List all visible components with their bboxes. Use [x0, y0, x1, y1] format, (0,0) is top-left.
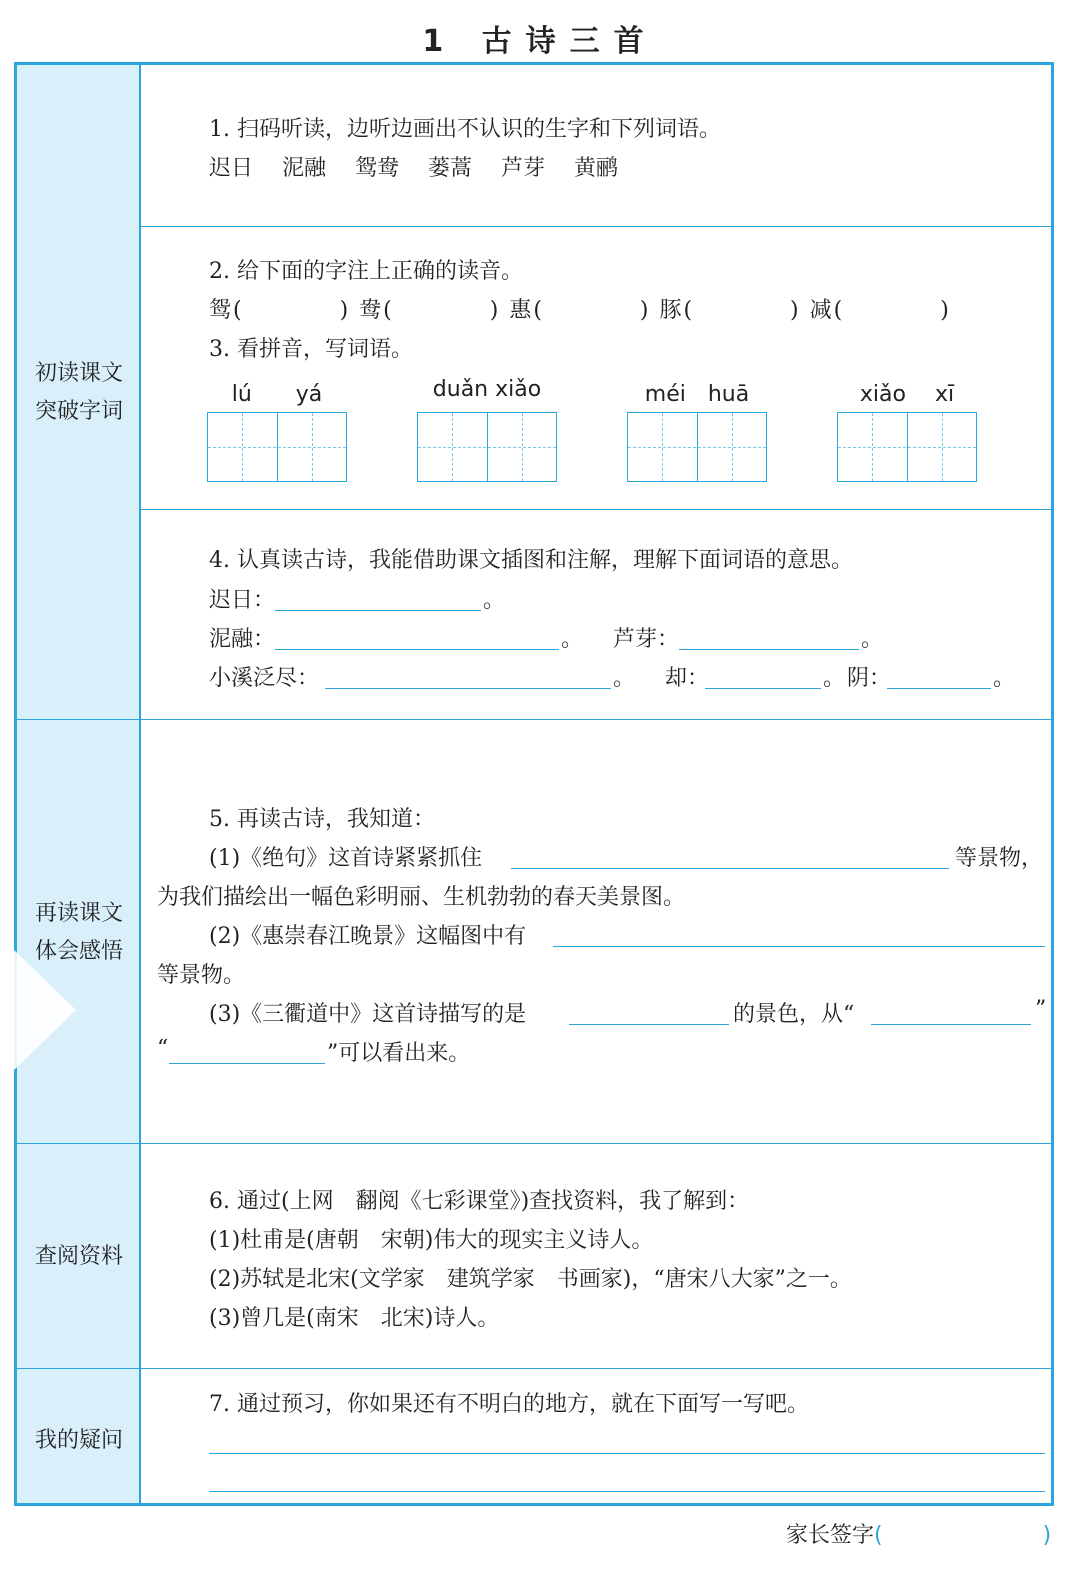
term-nirong: 泥融： [209, 627, 276, 652]
term-que: 却： [665, 666, 710, 691]
q6-item-3: (3)曾几是(南宋 北宋)诗人。 [209, 1306, 500, 1331]
answer-blank[interactable] [511, 868, 949, 869]
period: 。 [561, 627, 584, 652]
sidebar [17, 65, 141, 1503]
decorative-arrow-shape [14, 950, 76, 1070]
worksheet-frame [14, 62, 1054, 1506]
q5-item-3c: ” [1035, 997, 1047, 1022]
writing-grid[interactable] [627, 412, 767, 482]
answer-blank[interactable] [871, 1024, 1031, 1025]
question-2-line: 鸳( ) 鸯( ) 惠( ) 豚( ) 减( ) [209, 298, 951, 323]
answer-blank[interactable] [887, 688, 991, 689]
q6-item-2: (2)苏轼是北宋(文学家 建筑学家 书画家)，“唐宋八大家”之一。 [209, 1267, 852, 1292]
period: 。 [993, 666, 1016, 691]
section-label-second-reading: 再读课文 体会感悟 [34, 901, 123, 964]
writing-grid[interactable] [207, 412, 347, 482]
q5-item-2a: (2)《惠崇春江晚景》这幅图中有 [209, 924, 527, 949]
answer-blank[interactable] [705, 688, 821, 689]
pinyin-label: méi huā [644, 382, 750, 407]
signature-close-paren: ) [1042, 1523, 1052, 1548]
question-7-prompt: 7. 通过预习，你如果还有不明白的地方，就在下面写一写吧。 [209, 1392, 809, 1417]
q5-item-3b: 的景色，从“ [733, 1002, 855, 1027]
period: 。 [823, 666, 846, 691]
answer-blank[interactable] [169, 1063, 325, 1064]
q5-item-2b: 等景物。 [157, 963, 246, 988]
question-3-prompt: 3. 看拼音，写词语。 [209, 337, 413, 362]
q5-item-3a: (3)《三衢道中》这首诗描写的是 [209, 1002, 527, 1027]
writing-grid[interactable] [837, 412, 977, 482]
q5-item-3e: ”可以看出来。 [327, 1041, 471, 1066]
q5-item-3d: “ [157, 1036, 169, 1061]
divider [141, 509, 1054, 510]
answer-blank[interactable] [569, 1024, 729, 1025]
answer-blank[interactable] [275, 610, 481, 611]
question-4-prompt: 4. 认真读古诗，我能借助课文插图和注解，理解下面词语的意思。 [209, 548, 853, 573]
signature-open-paren: ( [874, 1523, 883, 1548]
page-title: 1 古诗三首 [422, 24, 658, 59]
section-label-questions: 我的疑问 [34, 1428, 123, 1453]
q6-item-1: (1)杜甫是(唐朝 宋朝)伟大的现实主义诗人。 [209, 1228, 654, 1253]
q5-item-1a: (1)《绝句》这首诗紧紧抓住 [209, 846, 483, 871]
period: 。 [483, 588, 506, 613]
answer-blank[interactable] [553, 946, 1045, 947]
writing-line[interactable] [209, 1453, 1045, 1454]
parent-signature-label: 家长签字 [786, 1523, 875, 1548]
pinyin-label: xiǎo xī [859, 382, 955, 407]
answer-blank[interactable] [325, 688, 611, 689]
section-label-first-reading: 初读课文 突破字词 [34, 361, 123, 424]
answer-blank[interactable] [679, 649, 859, 650]
term-xiaoxi: 小溪泛尽： [209, 666, 320, 691]
divider [17, 719, 1054, 720]
q5-item-1b: 等景物， [955, 846, 1044, 871]
question-2-prompt: 2. 给下面的字注上正确的读音。 [209, 259, 523, 284]
divider [141, 226, 1054, 227]
divider [17, 1368, 1054, 1369]
pinyin-label: lú yá [231, 382, 323, 407]
question-5-prompt: 5. 再读古诗，我知道： [209, 807, 435, 832]
period: 。 [861, 627, 884, 652]
term-chiri: 迟日： [209, 588, 276, 613]
divider [17, 1143, 1054, 1144]
writing-line[interactable] [209, 1491, 1045, 1492]
question-1-prompt: 1. 扫码听读，边听边画出不认识的生字和下列词语。 [209, 117, 721, 142]
question-6-prompt: 6. 通过(上网 翻阅《七彩课堂》)查找资料，我了解到： [209, 1189, 750, 1214]
pinyin-label: duǎn xiǎo [432, 377, 542, 402]
term-luya: 芦芽： [613, 627, 680, 652]
answer-blank[interactable] [275, 649, 559, 650]
parent-signature [786, 1518, 1051, 1549]
section-label-research: 查阅资料 [34, 1244, 123, 1269]
question-1-words: 迟日 泥融 鸳鸯 蒌蒿 芦芽 黄鹂 [209, 156, 618, 181]
period: 。 [613, 666, 636, 691]
writing-grid[interactable] [417, 412, 557, 482]
q5-item-1c: 为我们描绘出一幅色彩明丽、生机勃勃的春天美景图。 [157, 885, 686, 910]
term-yin: 阴： [847, 666, 892, 691]
